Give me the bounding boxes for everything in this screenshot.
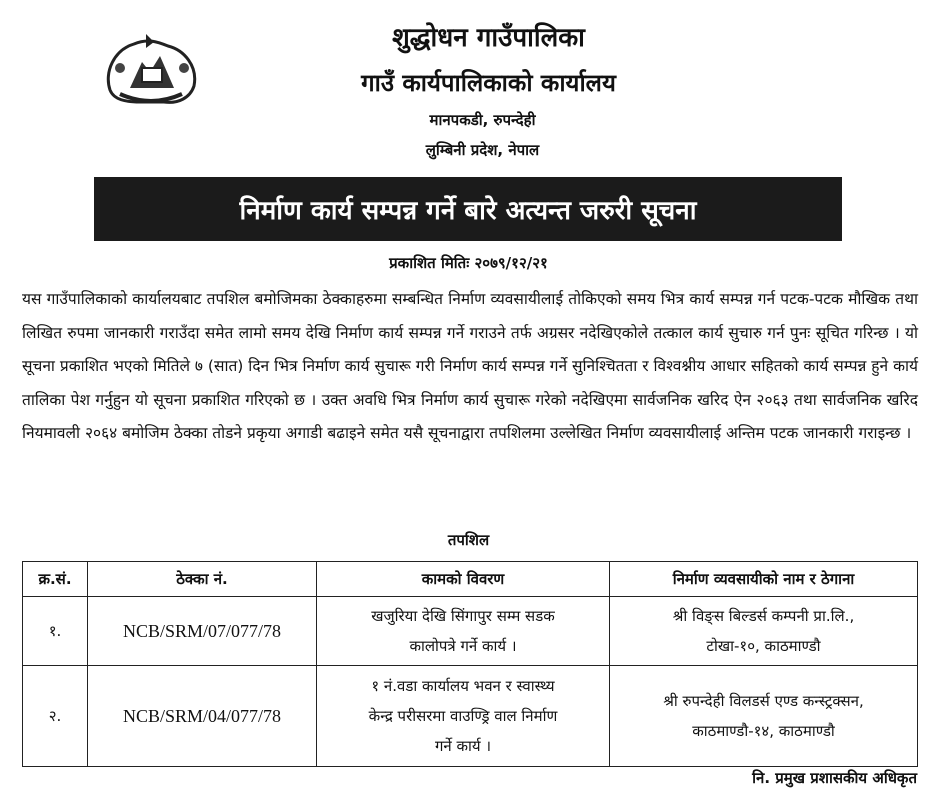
notice-title-banner — [94, 177, 842, 241]
contractor-line: श्री रुपन्देही विलडर्स एण्ड कन्स्ट्रक्सन, — [663, 692, 864, 710]
municipality-name: शुद्धोधन गाउँपालिका — [392, 23, 585, 53]
col-work-description: कामको विवरण — [317, 562, 610, 597]
contractor-line: टोखा-१०, काठमाण्डौ — [706, 637, 821, 655]
contract-no-cell: NCB/SRM/07/077/78 — [88, 597, 317, 666]
serial-cell: २. — [23, 666, 88, 767]
contractor-line: काठमाण्डौ-१४, काठमाण्डौ — [692, 722, 835, 740]
work-line: १ नं.वडा कार्यालय भवन र स्वास्थ्य — [371, 677, 555, 695]
work-line: खजुरिया देखि सिंगापुर सम्म सडक — [371, 607, 555, 625]
work-line: कालोपत्रे गर्ने कार्य । — [409, 637, 517, 655]
contract-no-cell: NCB/SRM/04/077/78 — [88, 666, 317, 767]
signatory-title: नि. प्रमुख प्रशासकीय अधिकृत — [752, 769, 917, 787]
serial-cell: १. — [23, 597, 88, 666]
publish-date: प्रकाशित मितिः २०७९/१२/२१ — [389, 254, 548, 272]
col-contract-no: ठेक्का नं. — [88, 562, 317, 597]
contractor-cell — [610, 666, 918, 767]
office-address: मानपकडी, रुपन्देही — [429, 111, 536, 129]
contract-table — [22, 561, 918, 767]
details-heading: तपशिल — [447, 531, 490, 549]
table-row — [23, 597, 918, 666]
col-contractor: निर्माण व्यवसायीको नाम र ठेगाना — [610, 562, 918, 597]
work-line: केन्द्र परीसरमा वाउण्ड्रि वाल निर्माण — [368, 707, 558, 725]
contractor-cell — [610, 597, 918, 666]
notice-body: यस गाउँपालिकाको कार्यालयबाट तपशिल बमोजिमका ठेक्काहरुमा सम्बन्धित निर्माण व्यवसायीलाई तोकिएको समय भित्र कार्य सम्पन्न गर्न पटक-पटक मौखिक तथा लिखित रुपमा जानकारी गराउँदा समेत लामो समय देखि निर्माण कार्य सम्पन्न गर्ने गराउने तर्फ अग्रसर नदेखिएकोले तत्काल कार्य सुचारु गर्न पुनः सूचित गरिन्छ । यो सूचना प्रकाशित भएको मितिले ७ (सात) दिन भित्र निर्माण कार्य सुचारू गरी निर्माण कार्य सम्पन्न गर्ने सुनिश्चितता र विश्वश्नीय आधार सहितको कार्य सम्पन्न हुने कार्य तालिका पेश गर्नुहुन यो सूचना प्रकाशित गरिएको छ । उक्त अवधि भित्र निर्माण कार्य सुचारू गरेको नदेखिएमा सार्वजनिक खरिद ऐन २०६३ तथा सार्वजनिक खरिद नियमावली २०६४ बमोजिम ठेक्का तोडने प्रकृया अगाडी बढाइने समेत यसै सूचनाद्वारा तपशिलमा उल्लेखित निर्माण व्यवसायीलाई अन्तिम पटक जानकारी गराइन्छ । — [22, 290, 918, 442]
office-name: गाउँ कार्यपालिकाको कार्यालय — [361, 69, 616, 97]
contractor-line: श्री विङ्स बिल्डर्स कम्पनी प्रा.लि., — [672, 607, 855, 625]
table-row — [23, 666, 918, 767]
table-header-row — [23, 562, 918, 597]
col-serial: क्र.सं. — [23, 562, 88, 597]
notice-title: निर्माण कार्य सम्पन्न गर्ने बारे अत्यन्त जरुरी सूचना — [239, 196, 697, 226]
office-province: लुम्बिनी प्रदेश, नेपाल — [425, 141, 540, 159]
work-line: गर्ने कार्य । — [434, 737, 492, 755]
work-description-cell — [317, 597, 610, 666]
work-description-cell — [317, 666, 610, 767]
